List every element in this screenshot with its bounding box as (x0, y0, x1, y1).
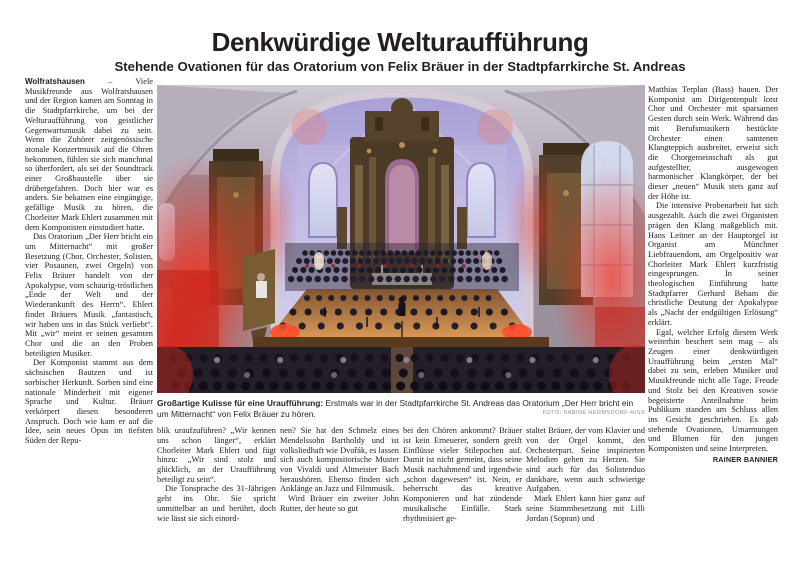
paragraph: staltet Bräuer, der vom Klavier und von der Orgel kommt, den Orchesterpart. Seine inspirierten Melodien gehen zu Herzen. Sie sind auch für das Solistenduo dankbare, wenn auch schwierige Aufgaben. (526, 426, 645, 494)
paragraph: Die Tonsprache des 31-Jährigen geht ins Ohr. Sie spricht unmittelbar an und berührt, doch wie lässt sie sich einord- (157, 484, 276, 523)
dateline: Wolfratshausen (25, 77, 85, 86)
paragraph (648, 327, 778, 464)
bottom-column-3 (403, 426, 522, 562)
paragraph: Matthias Terplan (Bass) bauen. Der Komponist am Dirigentenpult lotst Chor und Orchester mit sparsamen Gesten durch sein Werk. Während das mit Berufsmusikern bestückte Orchester einen samtenen Klangteppich ausbreitet, erweist sich die Chorgemeinschaft als gut aufgestellter, ausgewogen harmonischer Klangkörper, der bei dieser „neuen“ Musik stets ganz auf der Höhe ist. (648, 85, 778, 201)
bottom-columns (157, 426, 645, 562)
center-block (157, 85, 645, 562)
bottom-column-2 (280, 426, 399, 562)
bottom-column-4 (526, 426, 645, 562)
choir (285, 243, 519, 291)
caption-lead: Großartige Kulisse für eine Uraufführung: (157, 398, 324, 408)
author-byline: RAINER BANNIER (712, 454, 778, 464)
photo-caption (157, 398, 645, 419)
orchestra (269, 289, 533, 345)
paragraph: Der Komponist stammt aus dem sächsischen Bautzen und ist sorbischer Herkunft. Sorben sind eine nationale Minderheit mit eigener Sprache und Kultur. Bräuer verkörpert diesen besonderen Anspruch. Doch wie kam er auf die Idee, sein neues Opus im tiefsten Süden der Repu- (25, 358, 153, 446)
paragraph: blik uraufzuführen? „Wir kennen uns schon länger“, erklärt Chorleiter Mark Ehlert und fügt hinzu: „Wir sind stolz und glücklich, an der Uraufführung beteiligt zu sein“. (157, 426, 276, 484)
paragraph: Wird Bräuer ein zweiter John Rutter, der heute so gut (280, 494, 399, 513)
column-left (25, 77, 153, 549)
paragraph: bei den Chören ankommt? Bräuer ist kein Erneuerer, sondern greift Einflüsse vieler Stilepochen auf. Damit ist nicht gemeint, dass seine Musik nachahmend und irgendwie „schon dagewesen“ ist. Nein, er beherrscht das kreative Komponieren und hat zündende musikalische Einfälle. Stark rhythmisiert ge- (403, 426, 522, 523)
paragraph: nen? Sie hat den Schmelz eines Mendelssohn Bartholdy und ist volksliedhaft wie Dvořák, es lassen sich auch kompositorische Muster von Vivaldi und Altmeister Bach heraushören. Ebenso finden sich Anklänge an Jazz und Filmmusik. (280, 426, 399, 494)
article-header (0, 29, 800, 74)
paragraph (25, 77, 153, 232)
subheadline: Stehende Ovationen für das Oratorium von Felix Bräuer in der Stadtpfarrkirche St. Andreas (114, 59, 686, 75)
paragraph: Das Oratorium „Der Herr bricht ein um Mitternacht“ mit großer Besetzung (Chor, Orchester, Solisten, vier Posaunen, zwei Orgeln) von Felix Bräuer handelt von der Apokalypse, vom schaurig-tröstlichen „Ende der Welt und der Wiederankunft des Herrn“. Ehlert findet Bräuers Musik „fantastisch, wir haben uns in das Stück verliebt“. Mit „wir“ meint er seinen gesamten Chor und die an den Proben beteiligten Musiker. (25, 232, 153, 358)
column-right (648, 85, 778, 563)
paragraph: Die intensive Probenarbeit hat sich ausgezahlt. Auch die zwei Organisten prägen den Klang maßgeblich mit. Hans Leitner an der Hauptorgel ist Organist am Münchner Liebfrauendom, am Orgelpositiv war Chorleiter Mark Ehlert kurzfristig eingesprungen. In seiner theologischen Einführung hatte Stadtpfarrer Gerhard Beham die christliche Deutung der Apokalypse als „Nacht der endgültigen Erlösung“ erklärt. (648, 201, 778, 327)
headline: Denkwürdige Welturaufführung (211, 27, 589, 57)
paragraph-text: – Viele Musikfreunde aus Wolfratshausen und der Region kamen am Sonntag in die Stadtpfarrkirche, um bei der Welturaufführung von geistlicher Gegenwartsmusik dabei zu sein. Wenn die Zuhörer zeitgenössische atonale Konzertmusik auf die Ohren bekommen, fühlen sie sich manchmal so überfordert, als sei der Soundtrack einer Großbaustelle über sie drübergefahren. Doch hier war es anders. Sie bekamen eine eingängige, gefällige Musik zu hören, die Chorleiter Mark Ehlert zusammen mit dem Komponisten einstudiert hatte. (25, 77, 153, 232)
photo-credit: FOTO: SABINE HERMSDORF-HISS (542, 409, 645, 416)
caption-text: Erstmals war in der Stadtpfarrkirche St. Andreas das Oratorium „Der Herr bricht ein um Mitternacht“ von Felix Bräuer zu hören. (157, 398, 634, 419)
article-figure (157, 85, 645, 419)
paragraph-text: Egal, welcher Erfolg diesem Werk weiterhin beschert sein mag – als Zeugen einer denkwürdigen Uraufführung beim „ersten Mal“ dabei zu sein, erleben Musiker und Musikfreunde nicht alle Tage. Freude und Stolz bei den Kreativen sowie begeisterte Anteilnahme beim Publikum standen am Schluss allen ins Gesicht geschrieben. Es gab stehende Ovationen, Umarmungen und Blumen für den jungen Komponisten und seine Interpreten. (648, 327, 778, 454)
paragraph: Mark Ehlert kann hier ganz auf seine Stammbesetzung mit Lilli Jordan (Sopran) und (526, 494, 645, 523)
bottom-column-1 (157, 426, 276, 562)
church-concert-photo (157, 85, 645, 393)
